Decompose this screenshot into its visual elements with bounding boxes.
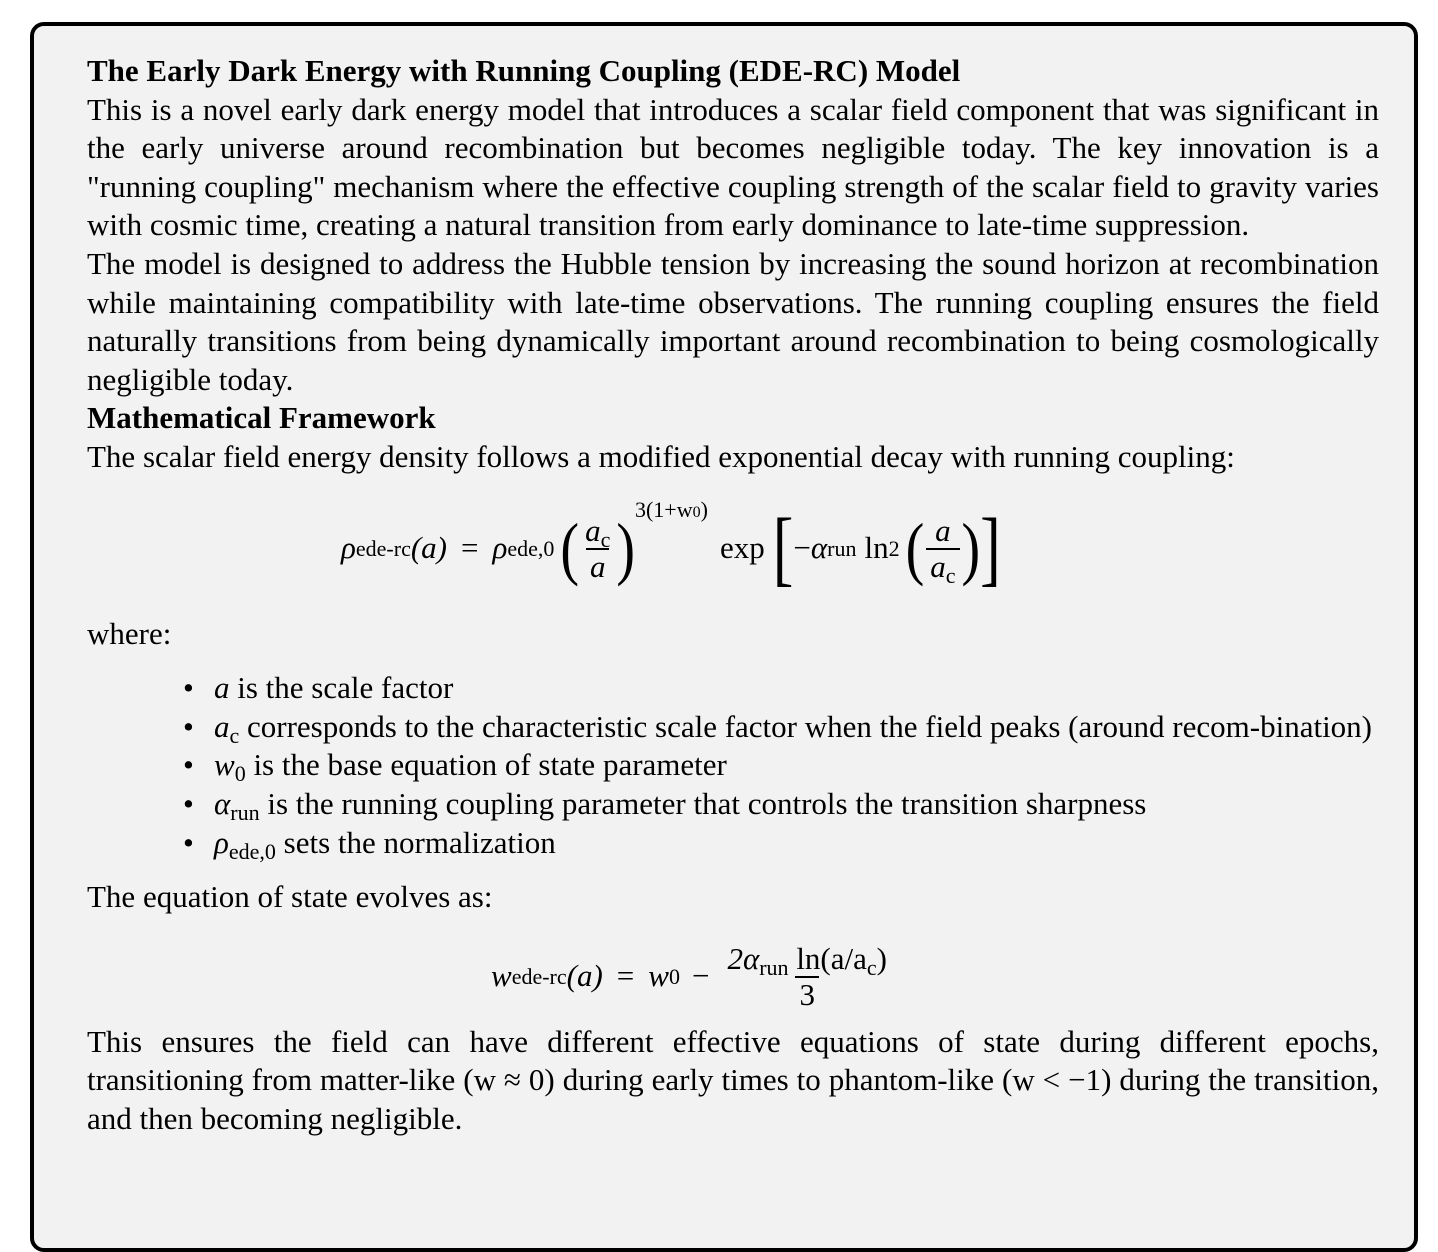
- eq2-w0: w: [648, 958, 669, 994]
- eq1-frac2-num: a: [935, 512, 951, 548]
- where-label: where:: [87, 615, 172, 651]
- density-intro: The scalar field energy density follows a modified exponential decay with running coupling:: [87, 438, 1235, 474]
- content-card: [30, 22, 1418, 1252]
- eq1-exponent: 3(1+w0): [634, 496, 708, 522]
- list-item: • $w_0$ is the base equation of state parameter: [183, 747, 727, 787]
- eq2-fraction: [723, 942, 891, 1012]
- eq2-num-pre: 2α: [727, 940, 760, 976]
- eq2-minus: −: [691, 958, 710, 994]
- intro-paragraph-2: The model is designed to address the Hubble tension by increasing the sound horizon at recombination while maintaining compatibility with late-time observations. The running coupling ensures the field naturally transitions from being dynamically important around recombination to being cosmologically negligible today.: [87, 245, 1379, 397]
- eq2-equals: =: [616, 958, 635, 994]
- eq1-equals: =: [461, 530, 479, 566]
- eos-intro: The equation of state evolves as:: [87, 879, 493, 915]
- document-title: The Early Dark Energy with Running Coupling (EDE-RC) Model: [87, 53, 961, 88]
- density-equation: ρ ede-rc (a) = ρ ede,0 ( $\frac{a_c}{a}$ ) 3(1+w0) exp [ − α run ln 2 ( $\frac{a}{a_c}$ ) ]: [87, 487, 1379, 615]
- eq2-den: 3: [795, 976, 819, 1012]
- document-body: [87, 52, 1379, 1138]
- eq1-minus: −: [793, 530, 811, 566]
- eq1-frac1-num-sub: c: [600, 526, 611, 552]
- closing-paragraph: This ensures the field can have different effective equations of state during different epochs, transitioning from matter-like (w ≈ 0) during early times to phantom-like (w < −1) during the transition, and then becoming negligible.: [87, 1023, 1379, 1136]
- section-heading: Mathematical Framework: [87, 400, 436, 436]
- intro-paragraph-1: This is a novel early dark energy model that introduces a scalar field component that was significant in the early universe around recombination but becomes negligible today. The key innovation is a "running coupling" mechanism where the effective coupling strength of the scalar field to gravity varies with cosmic time, creating a natural transition from early dominance to late-time suppression.: [87, 91, 1379, 243]
- eq1-frac2-den-sub: c: [945, 562, 956, 588]
- list-item: • $\rho_{ede,0}$ sets the normalization: [183, 824, 556, 864]
- list-item: • $a_c$ corresponds to the characteristic scale factor when the field peaks (around recom-bination): [183, 708, 1373, 748]
- eq2-num-sub: run: [759, 954, 789, 980]
- eq1-ln: ln: [864, 530, 889, 566]
- eq1-frac1-num: a: [585, 512, 601, 548]
- eq2-num-post: ln(a/a: [788, 940, 867, 976]
- variable-list: [87, 669, 1379, 862]
- eq1-lhs-arg: (a): [410, 530, 447, 566]
- eq1-exp: exp: [719, 530, 765, 566]
- eos-equation: w ede-rc (a) = w 0 − $\frac{2\alpha_{run} \ln(a/a_c)}{3}$: [87, 931, 1379, 1023]
- eq2-num-post-sub: c: [866, 954, 877, 980]
- eq1-frac2-den: a: [930, 548, 946, 584]
- list-item: • a is the scale factor: [183, 670, 454, 706]
- eq2-lhs-arg: (a): [566, 958, 603, 994]
- eq1-fraction-1: [581, 514, 614, 584]
- eq1-alpha: α: [810, 530, 828, 566]
- eq1-lhs-symbol: ρ: [341, 530, 356, 566]
- eq2-num-close: ): [876, 940, 887, 976]
- list-item: • $\alpha_{run}$ is the running coupling parameter that controls the transition sharpness: [183, 785, 1147, 825]
- eq1-norm-symbol: ρ: [492, 530, 508, 566]
- eq1-fraction-2: [926, 512, 959, 588]
- eq2-lhs-symbol: w: [491, 958, 512, 994]
- eq1-frac1-den: a: [586, 548, 610, 584]
